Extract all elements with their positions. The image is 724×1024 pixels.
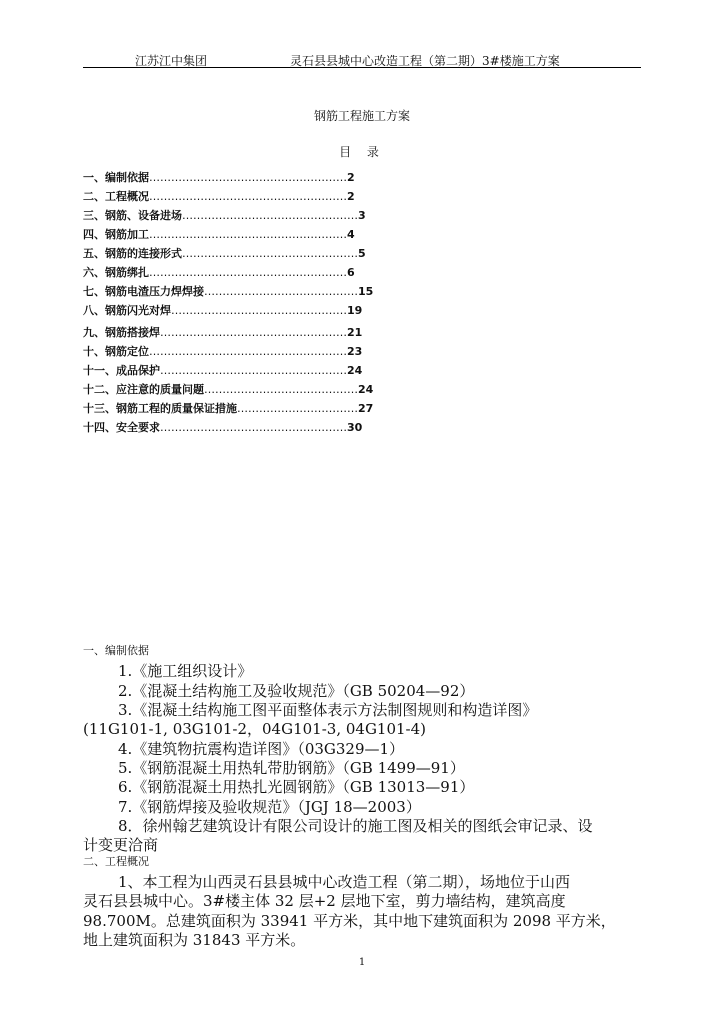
toc-leader: ……………………………: [237, 402, 358, 415]
toc-page: 5: [358, 247, 366, 260]
toc-leader: ……………………………………………: [160, 421, 347, 434]
toc-page: 24: [347, 364, 363, 377]
toc-label: 七、钢筋电渣压力焊焊接: [83, 285, 204, 298]
basis-item: 7.《钢筋焊接及验收规范》（JGJ 18—2003）: [118, 798, 421, 816]
toc-leader: ………………………………………………: [149, 345, 347, 358]
overview-line: 1、本工程为山西灵石县县城中心改造工程（第二期），场地位于山西: [118, 873, 571, 891]
toc-entry[interactable]: [83, 285, 423, 304]
toc-leader: ……………………………………: [204, 285, 358, 298]
toc-page: 30: [347, 421, 363, 434]
toc-leader: ………………………………………………: [149, 228, 347, 241]
toc-leader: …………………………………………: [171, 304, 347, 317]
header-rule: [83, 67, 641, 68]
table-of-contents: [83, 171, 423, 440]
toc-label: 十一、成品保护: [83, 364, 160, 377]
toc-entry[interactable]: [83, 304, 423, 326]
toc-entry[interactable]: [83, 402, 423, 421]
basis-item: 1.《施工组织设计》: [118, 662, 253, 680]
toc-label: 一、编制依据: [83, 171, 149, 184]
basis-item: (11G101-1, 03G101-2，04G101-3, 04G101-4): [83, 720, 427, 738]
toc-page: 23: [347, 345, 363, 358]
section-heading-overview: 二、工程概况: [83, 855, 149, 868]
toc-entry[interactable]: [83, 383, 423, 402]
toc-leader: …………………………………………: [182, 247, 358, 260]
toc-label: 三、钢筋、设备进场: [83, 209, 182, 222]
toc-leader: ………………………………………………: [149, 190, 347, 203]
toc-label: 九、钢筋搭接焊: [83, 326, 160, 339]
header-project: 灵石县县城中心改造工程（第二期）3#楼施工方案: [290, 54, 560, 68]
toc-label: 十四、安全要求: [83, 421, 160, 434]
toc-entry[interactable]: [83, 171, 423, 190]
toc-leader: ……………………………………………: [160, 326, 347, 339]
toc-entry[interactable]: [83, 190, 423, 209]
toc-title: 目 录: [339, 145, 385, 159]
basis-item: 6.《钢筋混凝土用热扎光圆钢筋》（GB 13013—91）: [118, 778, 475, 796]
header-company: 江苏江中集团: [135, 54, 208, 68]
toc-label: 十二、应注意的质量问题: [83, 383, 204, 396]
toc-page: 24: [358, 383, 374, 396]
toc-entry[interactable]: [83, 326, 423, 345]
toc-page: 19: [347, 304, 363, 317]
toc-entry[interactable]: [83, 209, 423, 228]
overview-line: 98.700M。总建筑面积为 33941 平方米，其中地下建筑面积为 2098 平方米，: [83, 912, 616, 930]
toc-label: 四、钢筋加工: [83, 228, 149, 241]
overview-line: 灵石县县城中心。3#楼主体 32 层+2 层地下室，剪力墙结构，建筑高度: [83, 892, 566, 910]
toc-entry[interactable]: [83, 364, 423, 383]
toc-label: 十、钢筋定位: [83, 345, 149, 358]
toc-page: 27: [358, 402, 374, 415]
toc-entry[interactable]: [83, 266, 423, 285]
toc-leader: ……………………………………: [204, 383, 358, 396]
toc-page: 3: [358, 209, 366, 222]
toc-page: 15: [358, 285, 374, 298]
basis-item: 8．徐州翰艺建筑设计有限公司设计的施工图及相关的图纸会审记录、设: [118, 817, 593, 835]
overview-line: 地上建筑面积为 31843 平方米。: [83, 931, 306, 949]
toc-label: 六、钢筋绑扎: [83, 266, 149, 279]
section-heading-basis: 一、编制依据: [83, 644, 149, 657]
toc-entry[interactable]: [83, 247, 423, 266]
toc-leader: ………………………………………………: [149, 266, 347, 279]
page-header: [0, 52, 724, 66]
toc-leader: …………………………………………: [182, 209, 358, 222]
toc-entry[interactable]: [83, 421, 423, 440]
toc-page: 2: [347, 190, 355, 203]
toc-entry[interactable]: [83, 228, 423, 247]
toc-entry[interactable]: [83, 345, 423, 364]
toc-label: 五、钢筋的连接形式: [83, 247, 182, 260]
toc-label: 二、工程概况: [83, 190, 149, 203]
basis-item: 5.《钢筋混凝土用热轧带肋钢筋》（GB 1499—91）: [118, 759, 465, 777]
toc-leader: ……………………………………………: [160, 364, 347, 377]
document-title: 钢筋工程施工方案: [313, 109, 410, 123]
toc-page: 2: [347, 171, 355, 184]
basis-item: 计变更洽商: [83, 836, 159, 854]
toc-page: 21: [347, 326, 363, 339]
page-number: 1: [358, 957, 366, 968]
toc-label: 十三、钢筋工程的质量保证措施: [83, 402, 237, 415]
basis-item: 3.《混凝土结构施工图平面整体表示方法制图规则和构造详图》: [118, 701, 538, 719]
basis-item: 2.《混凝土结构施工及验收规范》（GB 50204—92）: [118, 682, 475, 700]
toc-page: 4: [347, 228, 355, 241]
toc-leader: ………………………………………………: [149, 171, 347, 184]
basis-item: 4.《建筑物抗震构造详图》（03G329—1）: [118, 740, 405, 758]
toc-label: 八、钢筋闪光对焊: [83, 304, 171, 317]
toc-page: 6: [347, 266, 355, 279]
